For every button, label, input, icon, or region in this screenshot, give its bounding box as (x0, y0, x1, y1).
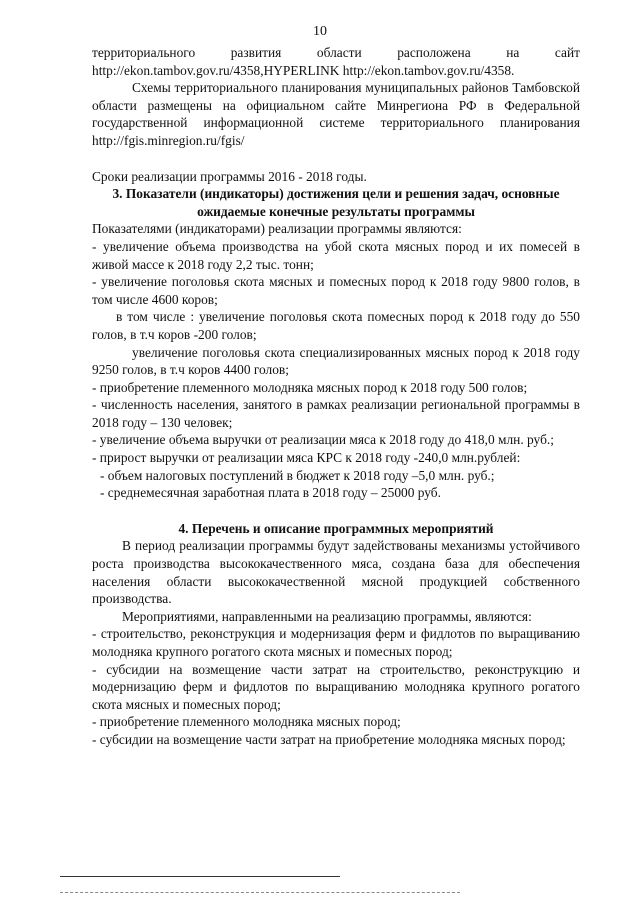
indicator-item: - объем налоговых поступлений в бюджет к 2018 году –5,0 млн. руб.; (100, 467, 495, 483)
footer-scan-mark (60, 892, 460, 894)
paragraph-mechanisms: В период реализации программы будут задействованы механизмы устойчивого роста производства высококачественного мяса, создана база для обеспечения населения области высококачественной мясной продукцией собственного производства. (92, 538, 580, 607)
measure-item: - субсидии на возмещение части затрат на приобретение молодняка мясных пород; (92, 731, 566, 747)
section-3-heading: 3. Показатели (индикаторы) достижения цели и решения задач, основные ожидаемые конечные результаты программы (112, 186, 560, 219)
document-body (92, 44, 580, 749)
indicator-item: - увеличение поголовья скота мясных и помесных пород к 2018 году 9800 голов, в том числе 4600 коров; (92, 274, 580, 307)
paragraph-indicators-intro: Показателями (индикаторами) реализации программы являются: (92, 221, 462, 237)
indicator-item: - численность населения, занятого в рамках реализации региональной программы в 2018 году – 130 человек; (92, 397, 580, 430)
measure-item: - субсидии на возмещение части затрат на строительство, реконструкцию и модернизацию ферм и фидлотов по выращиванию молодняка крупного рогатого скота мясных и помесных пород; (92, 661, 580, 712)
measure-item: - строительство, реконструкция и модернизация ферм и фидлотов по выращиванию молодняка крупного рогатого скота мясных и помесных пород; (92, 626, 580, 659)
indicator-item: - увеличение объема выручки от реализации мяса к 2018 году до 418,0 млн. руб.; (92, 432, 554, 448)
paragraph-terms: Сроки реализации программы 2016 - 2018 годы. (92, 168, 367, 184)
measure-item: - приобретение племенного молодняка мясных пород; (92, 714, 401, 730)
indicator-item: в том числе : увеличение поголовья скота помесных пород к 2018 году до 550 голов, в т.ч коров -200 голов; (92, 309, 580, 342)
paragraph-schemes: Схемы территориального планирования муниципальных районов Тамбовской области размещены на официальном сайте Минрегиона РФ в Федеральной государственной информационной системе территориального планирования http://fgis.minregion.ru/fgis/ (92, 80, 580, 148)
paragraph-measures-intro: Мероприятиями, направленными на реализацию программы, являются: (122, 608, 532, 624)
indicator-item: - прирост выручки от реализации мяса КРС к 2018 году -240,0 млн.рублей: (92, 450, 521, 466)
paragraph-website: территориального развития области расположена на сайт http://ekon.tambov.gov.ru/4358,HYPERLINK http://ekon.tambov.gov.ru/4358. (92, 45, 580, 78)
footer-line (60, 876, 340, 877)
section-4-heading: 4. Перечень и описание программных мероприятий (178, 520, 494, 536)
indicator-item: увеличение поголовья скота специализированных мясных пород к 2018 году 9250 голов, в т.ч коров 4400 голов; (92, 344, 580, 378)
indicator-item: - среднемесячная заработная плата в 2018 году – 25000 руб. (100, 485, 441, 501)
page-number: 10 (313, 24, 327, 39)
indicator-item: - приобретение племенного молодняка мясных пород к 2018 году 500 голов; (92, 379, 528, 395)
indicator-item: - увеличение объема производства на убой скота мясных пород и их помесей в живой массе к 2018 году 2,2 тыс. тонн; (92, 238, 580, 272)
